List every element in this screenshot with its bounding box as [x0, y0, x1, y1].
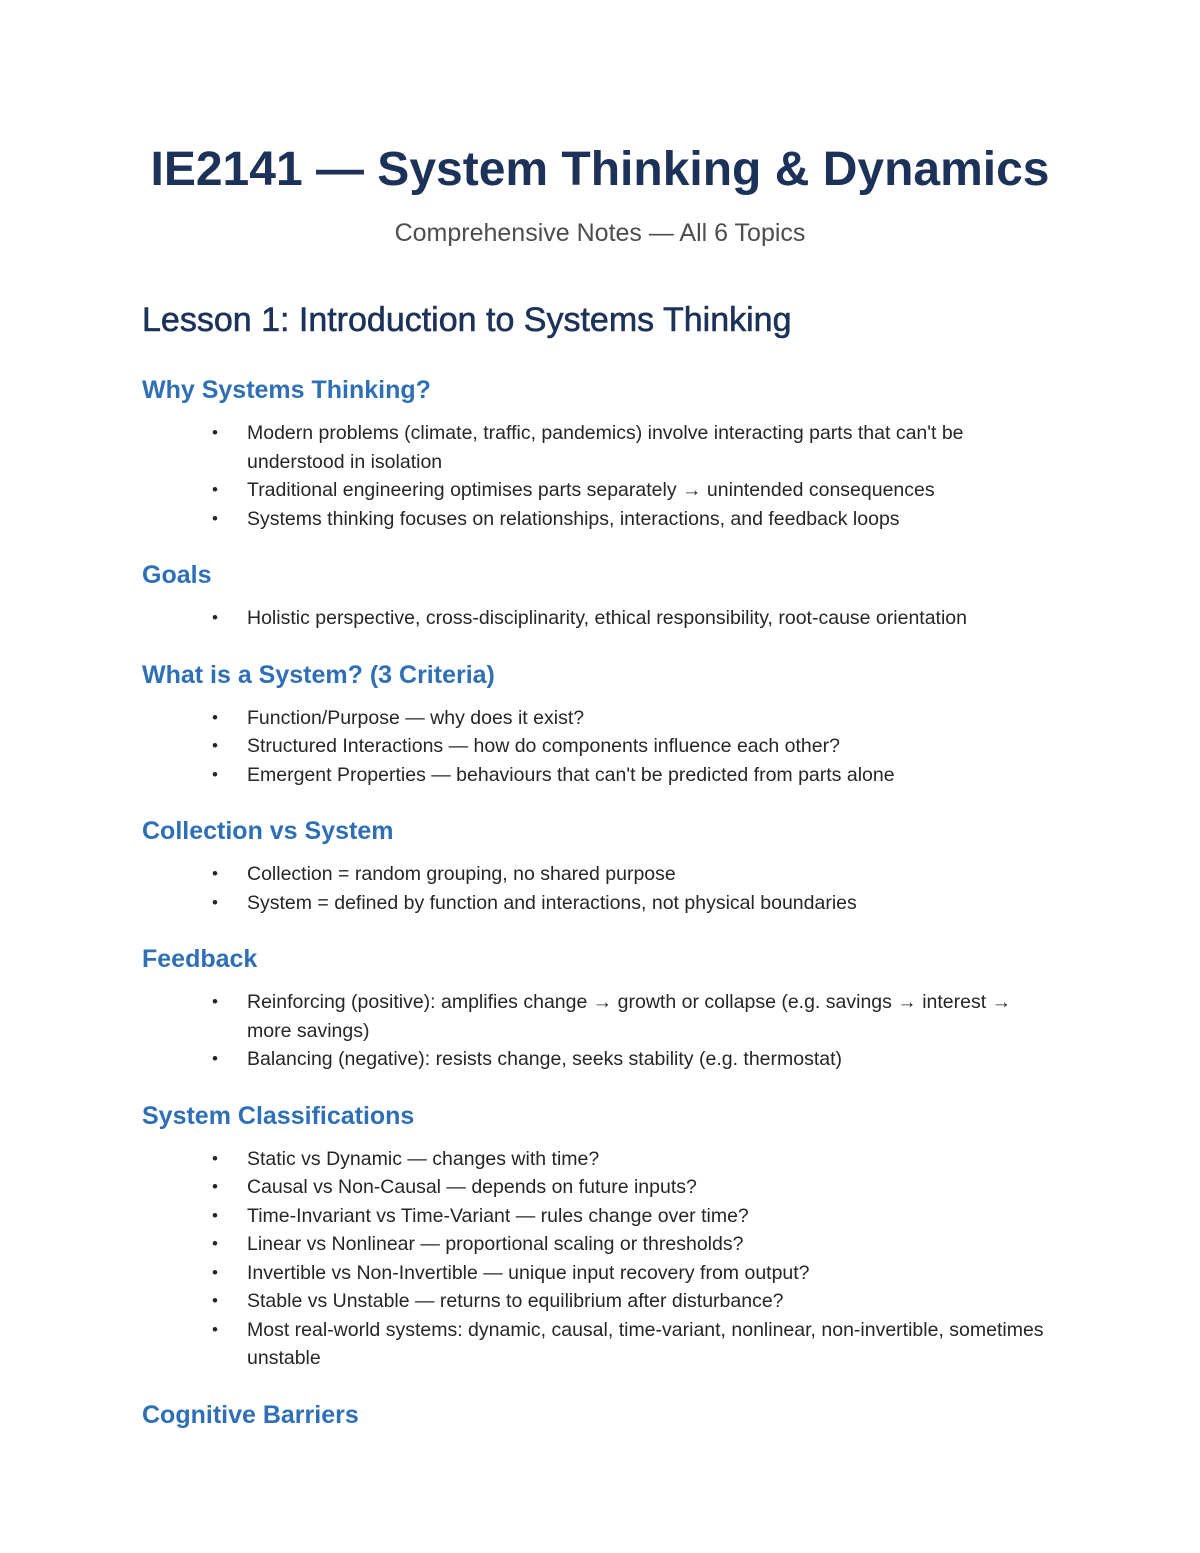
bullet-icon: • [212, 1262, 218, 1282]
bullet-icon: • [212, 707, 218, 727]
list-item [142, 732, 1058, 761]
list-item-text: Static vs Dynamic — changes with time? [247, 1147, 600, 1170]
list-item-text: Traditional engineering optimises parts separately → unintended consequences [247, 479, 935, 501]
bullet-icon: • [212, 608, 218, 627]
bullet-list [142, 704, 1058, 790]
section-heading: What is a System? (3 Criteria) [142, 660, 495, 689]
list-item-text: Invertible vs Non-Invertible — unique input recovery from output? [247, 1261, 810, 1284]
list-item-text: Function/Purpose — why does it exist? [247, 706, 585, 729]
bullet-list [142, 1145, 1058, 1373]
list-item [142, 889, 1058, 918]
list-item-text: Emergent Properties — behaviours that can't be predicted from parts alone [247, 763, 895, 786]
list-item [142, 1173, 1058, 1202]
list-item-text: Collection = random grouping, no shared purpose [247, 863, 676, 885]
list-item [142, 704, 1058, 733]
bullet-icon: • [212, 992, 218, 1011]
list-item [142, 1316, 1058, 1373]
list-item [142, 476, 1058, 505]
list-item [142, 604, 1058, 633]
list-item-text: Causal vs Non-Causal — depends on future inputs? [247, 1176, 697, 1198]
list-item [142, 1202, 1058, 1231]
bullet-icon: • [212, 1148, 218, 1168]
bullet-icon: • [212, 480, 218, 499]
list-item [142, 988, 1058, 1045]
bullet-list [142, 604, 1058, 633]
list-item-text: Structured Interactions — how do components influence each other? [247, 735, 840, 757]
list-item [142, 1287, 1058, 1316]
section-heading: Goals [142, 561, 212, 589]
bullet-icon: • [212, 1319, 218, 1339]
document-subtitle: Comprehensive Notes — All 6 Topics [394, 219, 806, 247]
bullet-list [142, 988, 1058, 1074]
list-item-text: System = defined by function and interactions, not physical boundaries [247, 891, 857, 914]
list-item [142, 1259, 1058, 1288]
bullet-icon: • [212, 1049, 218, 1068]
bullet-icon: • [212, 864, 218, 883]
list-item-text: Most real-world systems: dynamic, causal, time-variant, nonlinear, non-invertible, sometimes unstable [247, 1318, 1044, 1369]
bullet-icon: • [212, 1234, 218, 1253]
list-item-text: Time-Invariant vs Time-Variant — rules change over time? [247, 1204, 749, 1227]
list-item-text: Modern problems (climate, traffic, pandemics) involve interacting parts that can't be understood in isolation [247, 422, 964, 473]
section-heading: Why Systems Thinking? [142, 376, 431, 404]
bullet-icon: • [212, 1177, 218, 1196]
list-item-text: Stable vs Unstable — returns to equilibrium after disturbance? [247, 1290, 784, 1312]
section-heading: Collection vs System [142, 817, 394, 845]
section-heading: System Classifications [142, 1101, 415, 1130]
bullet-list [142, 860, 1058, 917]
list-item-text: Balancing (negative): resists change, seeks stability (e.g. thermostat) [247, 1048, 843, 1070]
bullet-icon: • [212, 892, 218, 912]
bullet-list [142, 419, 1058, 533]
list-item-text: Systems thinking focuses on relationships, interactions, and feedback loops [247, 507, 900, 530]
bullet-icon: • [212, 1205, 218, 1225]
list-item [142, 1045, 1058, 1074]
bullet-icon: • [212, 736, 218, 755]
section-heading: Cognitive Barriers [142, 1400, 359, 1429]
list-item [142, 761, 1058, 790]
bullet-icon: • [212, 508, 218, 528]
bullet-icon: • [212, 1291, 218, 1310]
list-item [142, 1145, 1058, 1174]
list-item-text: Holistic perspective, cross-disciplinarity, ethical responsibility, root-cause orientation [247, 607, 967, 629]
lesson-title: Lesson 1: Introduction to Systems Thinking [142, 301, 792, 339]
document-content [142, 297, 1058, 1444]
list-item [142, 419, 1058, 476]
list-item [142, 1230, 1058, 1259]
document-title: IE2141 — System Thinking & Dynamics [150, 143, 1050, 196]
bullet-icon: • [212, 764, 218, 784]
list-item-text: Reinforcing (positive): amplifies change → growth or collapse (e.g. savings → interest → more savings) [247, 991, 1012, 1042]
list-item [142, 505, 1058, 534]
list-item-text: Linear vs Nonlinear — proportional scaling or thresholds? [247, 1233, 744, 1255]
bullet-icon: • [212, 423, 218, 442]
section-heading: Feedback [142, 945, 258, 973]
list-item [142, 860, 1058, 889]
